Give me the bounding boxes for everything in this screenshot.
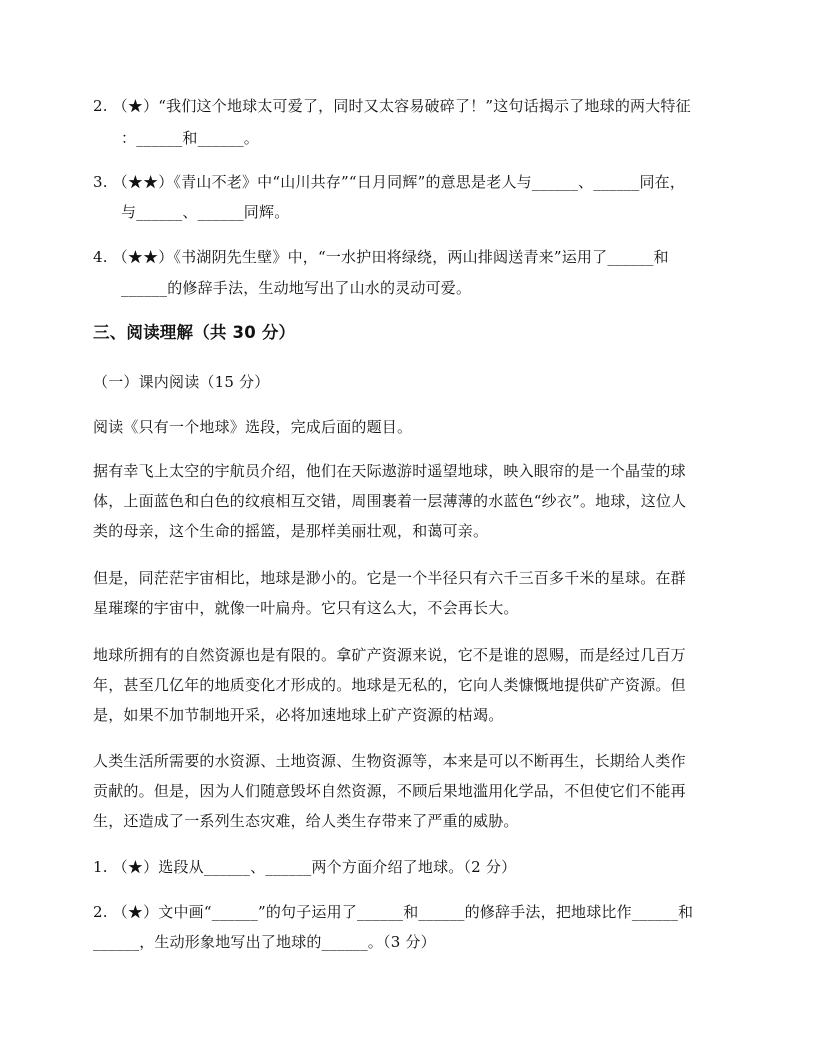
passage-p1-line-2: 体，上面蓝色和白色的纹痕相互交错，周围裹着一层薄薄的水蓝色“纱衣”。地球，这位人 [93, 492, 687, 510]
passage-p3-line-2: 年，甚至几亿年的地质变化才形成的。地球是无私的，它向人类慷慨地提供矿产资源。但 [93, 676, 686, 694]
passage-p2-line-1: 但是，同茫茫宇宙相比，地球是渺小的。它是一个半径只有六千三百多千米的星球。在群 [93, 569, 686, 587]
reading-question-2-line-1: 2. （★）文中画“______”的句子运用了______和______的修辞手法，把地球比作______和 [93, 903, 694, 921]
passage-p2-line-2: 星璀璨的宇宙中，就像一叶扁舟。它只有这么大，不会再长大。 [93, 599, 519, 617]
passage-p3-line-3: 是，如果不加节制地开采，必将加速地球上矿产资源的枯竭。 [93, 706, 504, 724]
passage-p4-line-2: 贡献的。但是，因为人们随意毁坏自然资源，不顾后果地滥用化学品，不但使它们不能再 [93, 782, 686, 800]
question-3-line-1: 3. （★★）《青山不老》中“山川共存”“日月同辉”的意思是老人与______、______同在， [93, 173, 686, 191]
passage-p4-line-1: 人类生活所需要的水资源、土地资源、生物资源等，本来是可以不断再生，长期给人类作 [93, 752, 686, 770]
reading-question-1: 1. （★）选段从______、______两个方面介绍了地球。（2 分） [93, 858, 517, 876]
reading-instruction: 阅读《只有一个地球》选段，完成后面的题目。 [93, 418, 413, 436]
question-2-line-1: 2. （★）“我们这个地球太可爱了，同时又太容易破碎了！”这句话揭示了地球的两大特征 [93, 97, 691, 115]
question-4-line-1: 4. （★★）《书湖阴先生壁》中，“一水护田将绿绕，两山排闼送青来”运用了______和 [93, 248, 669, 266]
reading-question-2-line-2: ______，生动形象地写出了地球的______。（3 分） [93, 933, 436, 951]
passage-p1-line-1: 据有幸飞上太空的宇航员介绍，他们在天际遨游时遥望地球，映入眼帘的是一个晶莹的球 [93, 462, 686, 480]
passage-p3-line-1: 地球所拥有的自然资源也是有限的。拿矿产资源来说，它不是谁的恩赐，而是经过几百万 [93, 646, 686, 664]
question-4-line-2: ______的修辞手法，生动地写出了山水的灵动可爱。 [121, 279, 472, 297]
subsection-heading: （一）课内阅读（15 分） [93, 373, 270, 391]
passage-p1-line-3: 类的母亲，这个生命的摇篮，是那样美丽壮观，和蔼可亲。 [93, 522, 489, 540]
question-3-line-2: 与______、______同辉。 [121, 203, 290, 221]
question-2-line-2: ：______和______。 [121, 129, 260, 147]
passage-p4-line-3: 生，还造成了一系列生态灾难，给人类生存带来了严重的威胁。 [93, 812, 519, 830]
section-heading: 三、阅读理解（共 30 分） [93, 323, 296, 342]
